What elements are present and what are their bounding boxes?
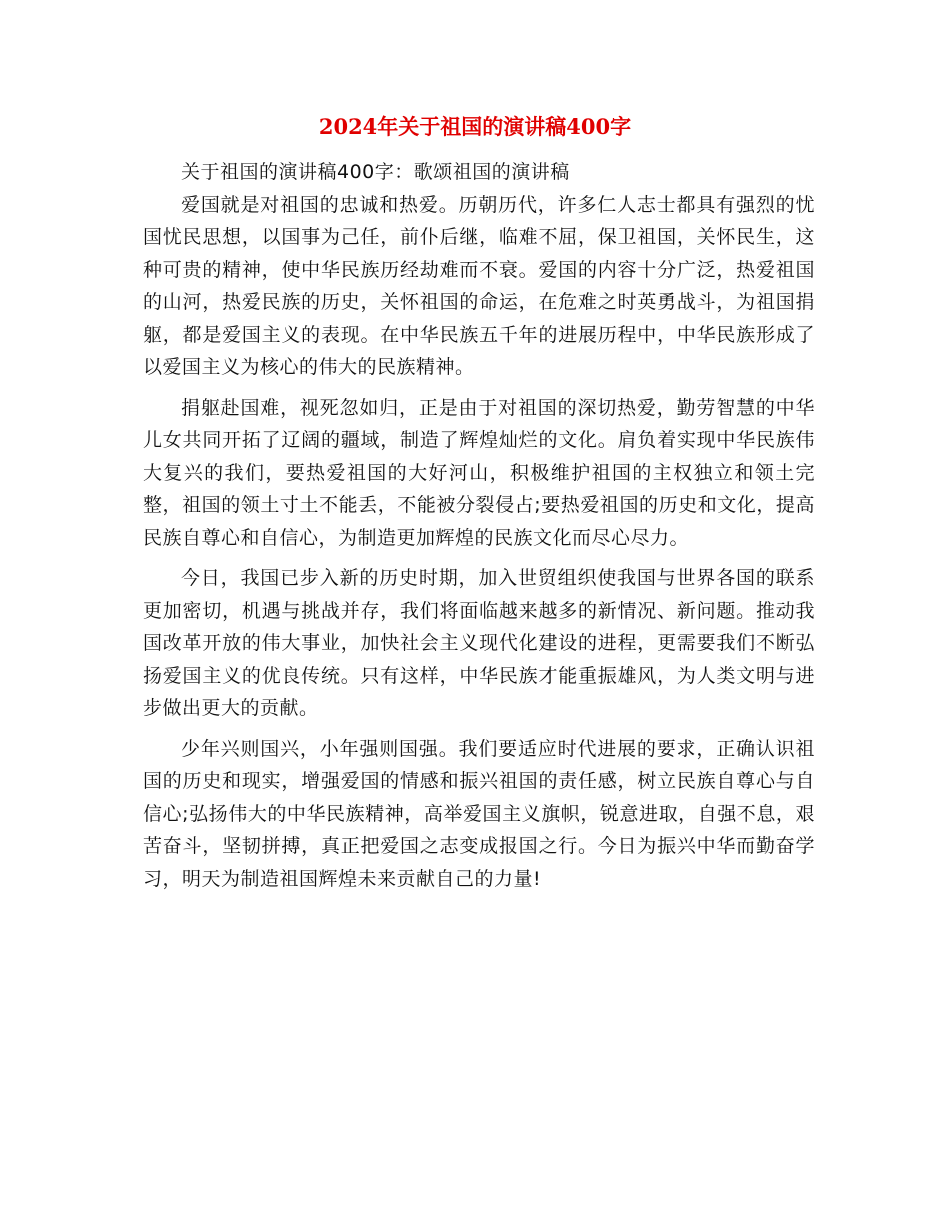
document-body — [143, 156, 815, 903]
document-title: 2024年关于祖国的演讲稿400字 — [318, 114, 632, 139]
paragraph-1: 爱国就是对祖国的忠诚和热爱。历朝历代，许多仁人志士都具有强烈的忧国忧民思想，以国事为己任，前仆后继，临难不屈，保卫祖国，关怀民生，这种可贵的精神，使中华民族历经劫难而不衰。爱国的内容十分广泛，热爱祖国的山河，热爱民族的历史，关怀祖国的命运，在危难之时英勇战斗，为祖国捐躯，都是爱国主义的表现。在中华民族五千年的进展历程中，中华民族形成了以爱国主义为核心的伟大的民族精神。 — [143, 193, 815, 378]
paragraph-2: 捐躯赴国难，视死忽如归，正是由于对祖国的深切热爱，勤劳智慧的中华儿女共同开拓了辽阔的疆域，制造了辉煌灿烂的文化。肩负着实现中华民族伟大复兴的我们，要热爱祖国的大好河山，积极维护祖国的主权独立和领土完整，祖国的领土寸土不能丢，不能被分裂侵占;要热爱祖国的历史和文化，提高民族自尊心和自信心，为制造更加辉煌的民族文化而尽心尽力。 — [143, 396, 815, 549]
document-subtitle: 关于祖国的演讲稿400字：歌颂祖国的演讲稿 — [181, 161, 570, 183]
paragraph-4: 少年兴则国兴，小年强则国强。我们要适应时代进展的要求，正确认识祖国的历史和现实，增强爱国的情感和振兴祖国的责任感，树立民族自尊心与自信心;弘扬伟大的中华民族精神，高举爱国主义旗帜，锐意进取，自强不息，艰苦奋斗，坚韧拼搏，真正把爱国之志变成报国之行。今日为振兴中华而勤奋学习，明天为制造祖国辉煌未来贡献自己的力量! — [143, 737, 815, 890]
paragraph-3: 今日，我国已步入新的历史时期，加入世贸组织使我国与世界各国的联系更加密切，机遇与挑战并存，我们将面临越来越多的新情况、新问题。推动我国改革开放的伟大事业，加快社会主义现代化建设的进程，更需要我们不断弘扬爱国主义的优良传统。只有这样，中华民族才能重振雄风，为人类文明与进步做出更大的贡献。 — [143, 567, 815, 719]
